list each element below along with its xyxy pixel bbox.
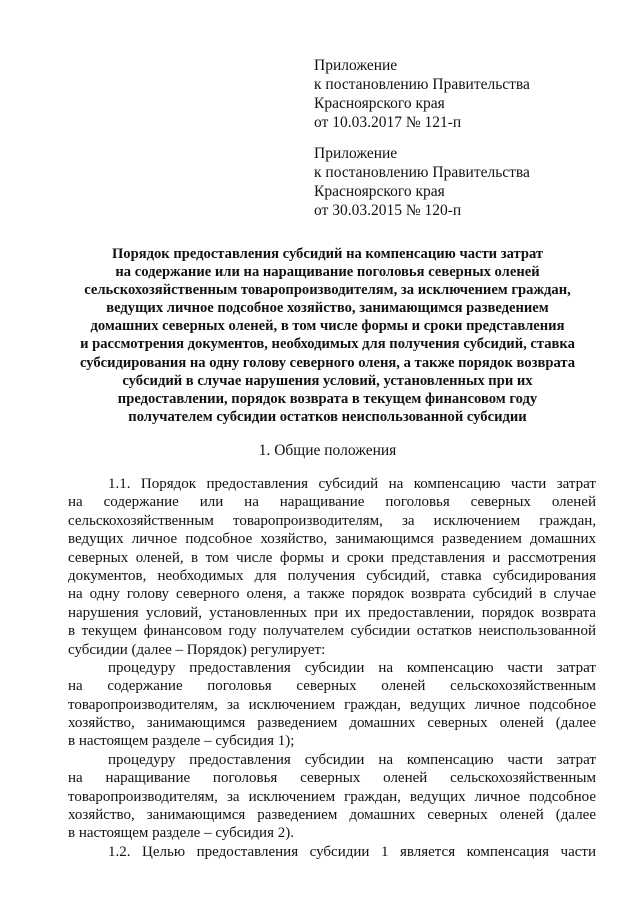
title-line: получателем субсидии остатков неиспользованной субсидии	[128, 408, 527, 425]
appendix-note-line: от 10.03.2017 № 121-п	[314, 114, 462, 131]
paragraph-line: в настоящем разделе – субсидия 2).	[68, 825, 294, 842]
paragraph-line: ведущих личное подсобное хозяйство, занимающимся разведением домашних	[68, 531, 596, 548]
paragraph-line: в текущем финансовом году получателем субсидии остатков неиспользованной	[68, 623, 596, 640]
title-line: на содержание или на наращивание поголовья северных оленей	[115, 264, 540, 281]
document-body	[68, 475, 596, 861]
paragraph-line: на наращивание поголовья северных оленей сельскохозяйственным	[68, 770, 596, 787]
title-line: ведущих личное подсобное хозяйство, занимающимся разведением	[106, 300, 549, 317]
paragraph-line: нарушения условий, установленных при их предоставлении, порядок возврата	[68, 604, 596, 621]
appendix-note-line: к постановлению Правительства	[314, 76, 530, 93]
title-line: сельскохозяйственным товаропроизводителям, за исключением граждан,	[84, 282, 571, 299]
paragraph-line: на содержание или на наращивание поголовья северных оленей	[68, 494, 596, 511]
paragraph-line: хозяйство, занимающимся разведением домашних северных оленей (далее	[68, 807, 596, 824]
paragraph-line: в настоящем разделе – субсидия 1);	[68, 733, 295, 750]
paragraph-line: северных оленей, в том числе формы и сроки представления и рассмотрения	[68, 549, 596, 566]
paragraph-line: субсидии (далее – Порядок) регулирует:	[68, 641, 326, 658]
appendix-note-line: Красноярского края	[314, 183, 445, 200]
document-title	[55, 245, 600, 426]
title-line: субсидий в случае нарушения условий, установленных при их	[122, 372, 533, 389]
paragraph-line: товаропроизводителям, за исключением граждан, ведущих личное подсобное	[68, 696, 596, 713]
appendix-note-line: Красноярского края	[314, 95, 445, 112]
section-heading: 1. Общие положения	[258, 442, 397, 459]
paragraph-line: на одну голову северного оленя, а также порядок возврата субсидий в случае	[68, 586, 596, 603]
appendix-note-line: к постановлению Правительства	[314, 164, 530, 181]
appendix-note-1	[314, 56, 530, 132]
paragraph-line: хозяйство, занимающимся разведением домашних северных оленей (далее	[68, 715, 596, 732]
title-line: домашних северных оленей, в том числе формы и сроки представления	[90, 318, 565, 335]
paragraph-line: процедуру предоставления субсидии на компенсацию части затрат	[108, 751, 596, 768]
paragraph-line: сельскохозяйственным товаропроизводителям, за исключением граждан,	[68, 512, 596, 529]
appendix-note-line: от 30.03.2015 № 120-п	[314, 202, 462, 219]
title-line: Порядок предоставления субсидий на компенсацию части затрат	[111, 246, 544, 262]
paragraph-line: на содержание поголовья северных оленей сельскохозяйственным	[68, 678, 596, 695]
paragraph-line: 1.2. Целью предоставления субсидии 1 является компенсация части	[108, 843, 596, 860]
appendix-note-2	[314, 144, 530, 220]
title-line: субсидирования на одну голову северного оленя, а также порядок возврата	[79, 354, 576, 371]
appendix-note-line: Приложение	[314, 57, 398, 74]
paragraph-line: процедуру предоставления субсидии на компенсацию части затрат	[108, 659, 596, 676]
paragraph-line: документов, необходимых для получения субсидий, ставка субсидирования	[68, 567, 596, 584]
title-line: предоставлении, порядок возврата в текущем финансовом году	[117, 390, 538, 407]
title-line: и рассмотрения документов, необходимых для получения субсидий, ставка	[80, 336, 575, 353]
paragraph-line: 1.1. Порядок предоставления субсидий на компенсацию части затрат	[108, 476, 596, 492]
appendix-note-line: Приложение	[314, 145, 398, 162]
paragraph-line: товаропроизводителям, за исключением граждан, ведущих личное подсобное	[68, 788, 596, 805]
